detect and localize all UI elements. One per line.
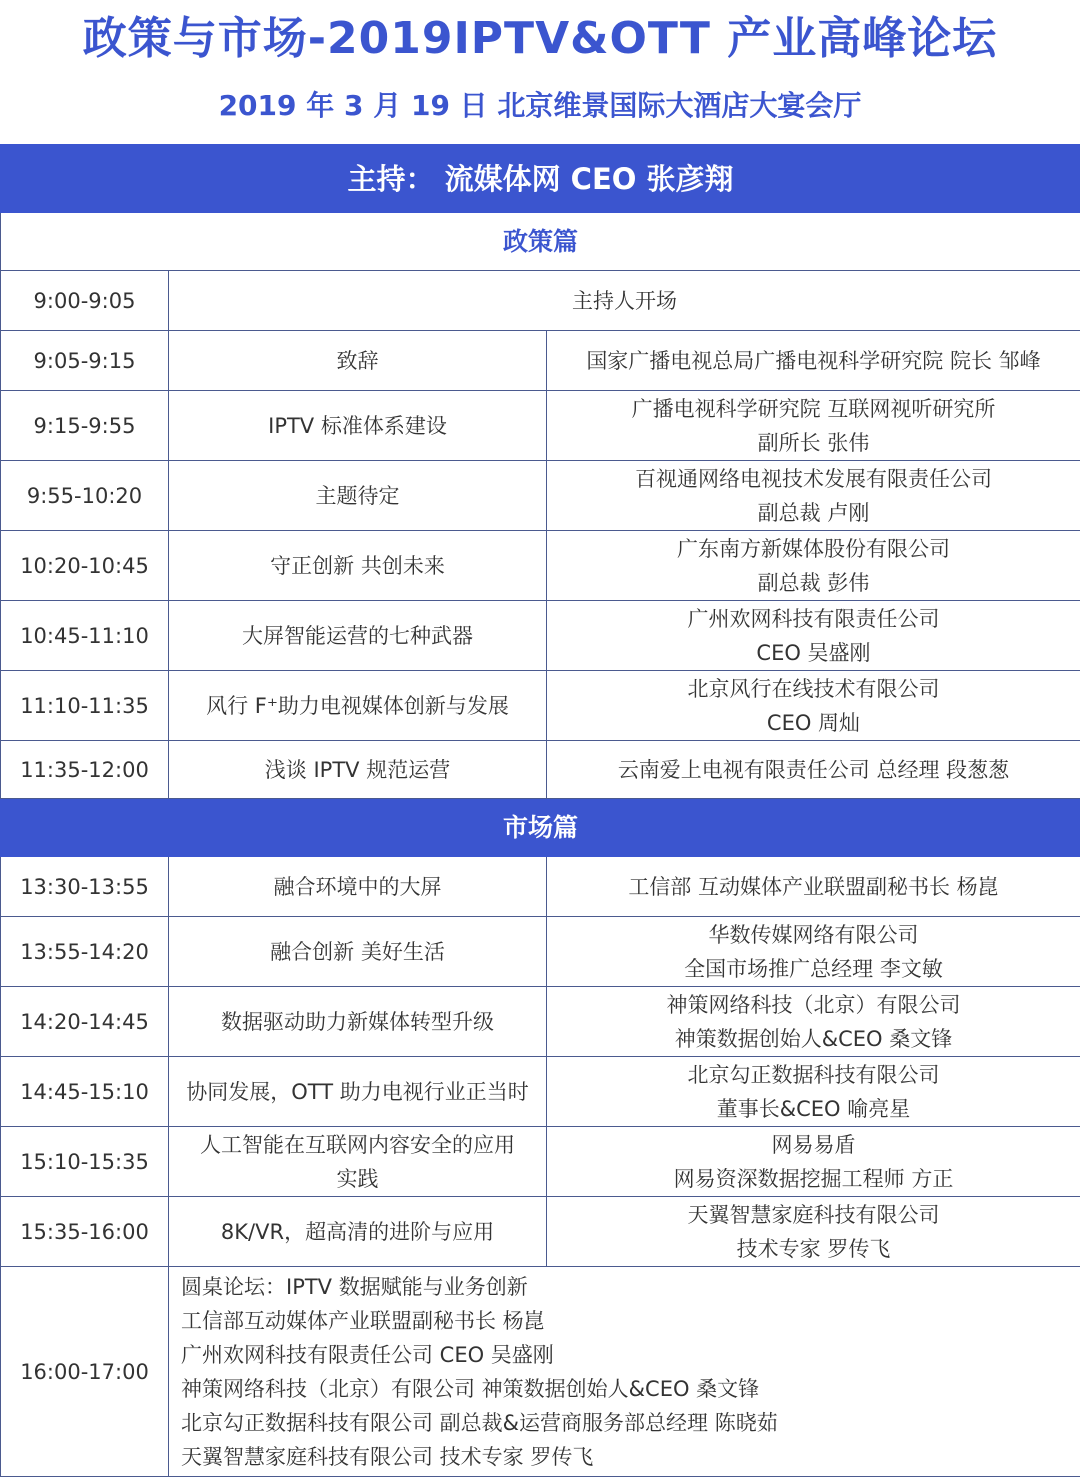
time-cell-line: 10:45-11:10 bbox=[7, 619, 162, 653]
speaker-cell-line: 百视通网络电视技术发展有限责任公司 bbox=[553, 462, 1074, 496]
time-cell bbox=[1, 1197, 169, 1267]
schedule-row bbox=[1, 987, 1080, 1057]
topic-cell bbox=[169, 461, 547, 531]
time-cell bbox=[1, 461, 169, 531]
time-cell bbox=[1, 857, 169, 917]
topic-cell-line: IPTV 标准体系建设 bbox=[175, 409, 540, 443]
time-cell-line: 15:35-16:00 bbox=[7, 1215, 162, 1249]
speaker-cell-line: 北京勾正数据科技有限公司 bbox=[553, 1058, 1074, 1092]
schedule-row bbox=[1, 1127, 1080, 1197]
time-cell: 9:00-9:05 bbox=[1, 271, 169, 331]
speaker-cell bbox=[547, 1057, 1080, 1127]
topic-cell-line: 8K/VR，超高清的进阶与应用 bbox=[175, 1215, 540, 1249]
schedule-row bbox=[1, 531, 1080, 601]
time-cell bbox=[1, 1057, 169, 1127]
section-header-policy bbox=[1, 213, 1080, 271]
section-title-policy: 政策篇 bbox=[1, 213, 1080, 271]
time-cell-line: 14:45-15:10 bbox=[7, 1075, 162, 1109]
speaker-cell-line: 网易易盾 bbox=[553, 1128, 1074, 1162]
topic-cell bbox=[169, 857, 547, 917]
schedule-row bbox=[1, 857, 1080, 917]
time-cell bbox=[1, 601, 169, 671]
topic-cell bbox=[169, 331, 547, 391]
topic-cell bbox=[169, 917, 547, 987]
time-cell-line: 14:20-14:45 bbox=[7, 1005, 162, 1039]
time-cell bbox=[1, 671, 169, 741]
speaker-cell bbox=[547, 461, 1080, 531]
speaker-cell-line: 北京风行在线技术有限公司 bbox=[553, 672, 1074, 706]
schedule-table bbox=[0, 144, 1080, 1477]
topic-cell-line: 协同发展，OTT 助力电视行业正当时 bbox=[175, 1075, 540, 1109]
topic-cell-line: 浅谈 IPTV 规范运营 bbox=[175, 753, 540, 787]
topic-cell bbox=[169, 741, 547, 799]
roundtable-cell-line: 神策网络科技（北京）有限公司 神策数据创始人&CEO 桑文锋 bbox=[181, 1372, 1074, 1406]
speaker-cell-line: 神策网络科技（北京）有限公司 bbox=[553, 988, 1074, 1022]
time-cell bbox=[1, 331, 169, 391]
speaker-cell bbox=[547, 531, 1080, 601]
speaker-cell bbox=[547, 741, 1080, 799]
schedule-row bbox=[1, 391, 1080, 461]
time-cell-line: 13:30-13:55 bbox=[7, 870, 162, 904]
time-cell bbox=[1, 391, 169, 461]
schedule-row bbox=[1, 1197, 1080, 1267]
schedule-row bbox=[1, 461, 1080, 531]
speaker-cell bbox=[547, 1197, 1080, 1267]
speaker-cell-line: 工信部 互动媒体产业联盟副秘书长 杨崑 bbox=[553, 870, 1074, 904]
roundtable-cell-line: 北京勾正数据科技有限公司 副总裁&运营商服务部总经理 陈晓茹 bbox=[181, 1406, 1074, 1440]
speaker-cell bbox=[547, 391, 1080, 461]
speaker-cell bbox=[547, 601, 1080, 671]
speaker-cell-line: 技术专家 罗传飞 bbox=[553, 1232, 1074, 1266]
time-cell-line: 9:05-9:15 bbox=[7, 344, 162, 378]
topic-cell-line: 主题待定 bbox=[175, 479, 540, 513]
topic-cell-line: 融合创新 美好生活 bbox=[175, 935, 540, 969]
time-cell-line: 9:15-9:55 bbox=[7, 409, 162, 443]
topic-cell-line: 大屏智能运营的七种武器 bbox=[175, 619, 540, 653]
speaker-cell-line: 天翼智慧家庭科技有限公司 bbox=[553, 1198, 1074, 1232]
speaker-cell bbox=[547, 917, 1080, 987]
topic-cell bbox=[169, 1127, 547, 1197]
page-title: 政策与市场-2019IPTV&OTT 产业高峰论坛 bbox=[0, 0, 1080, 78]
roundtable-cell-line: 广州欢网科技有限责任公司 CEO 吴盛刚 bbox=[181, 1338, 1074, 1372]
time-cell-line: 11:35-12:00 bbox=[7, 753, 162, 787]
schedule-row bbox=[1, 741, 1080, 799]
speaker-cell-line: 广播电视科学研究院 互联网视听研究所 bbox=[553, 392, 1074, 426]
time-cell-line: 10:20-10:45 bbox=[7, 549, 162, 583]
topic-cell-line: 致辞 bbox=[175, 344, 540, 378]
topic-cell bbox=[169, 1197, 547, 1267]
time-cell bbox=[1, 531, 169, 601]
speaker-cell bbox=[547, 987, 1080, 1057]
roundtable-cell bbox=[169, 1267, 1080, 1477]
topic-cell-line: 守正创新 共创未来 bbox=[175, 549, 540, 583]
time-cell-line: 16:00-17:00 bbox=[7, 1355, 162, 1389]
speaker-cell bbox=[547, 857, 1080, 917]
speaker-cell bbox=[547, 671, 1080, 741]
time-cell-line: 13:55-14:20 bbox=[7, 935, 162, 969]
topic-cell-line: 数据驱动助力新媒体转型升级 bbox=[175, 1005, 540, 1039]
speaker-cell-line: 广东南方新媒体股份有限公司 bbox=[553, 532, 1074, 566]
topic-cell bbox=[169, 987, 547, 1057]
speaker-cell-line: 华数传媒网络有限公司 bbox=[553, 918, 1074, 952]
time-cell bbox=[1, 1267, 169, 1477]
speaker-cell-line: CEO 吴盛刚 bbox=[553, 636, 1074, 670]
speaker-cell bbox=[547, 331, 1080, 391]
speaker-cell bbox=[547, 1127, 1080, 1197]
roundtable-cell-line: 工信部互动媒体产业联盟副秘书长 杨崑 bbox=[181, 1304, 1074, 1338]
speaker-cell-line: 董事长&CEO 喻亮星 bbox=[553, 1092, 1074, 1126]
topic-cell bbox=[169, 1057, 547, 1127]
schedule-row bbox=[1, 601, 1080, 671]
schedule-row bbox=[1, 671, 1080, 741]
topic-cell bbox=[169, 671, 547, 741]
time-cell-line: 15:10-15:35 bbox=[7, 1145, 162, 1179]
speaker-cell-line: 副总裁 卢刚 bbox=[553, 496, 1074, 530]
section-header-market bbox=[1, 799, 1080, 857]
roundtable-cell-line: 圆桌论坛：IPTV 数据赋能与业务创新 bbox=[181, 1270, 1074, 1304]
topic-cell-line: 人工智能在互联网内容安全的应用 bbox=[175, 1128, 540, 1162]
time-cell-line: 9:55-10:20 bbox=[7, 479, 162, 513]
speaker-cell-line: 副所长 张伟 bbox=[553, 426, 1074, 460]
topic-cell-line: 风行 F⁺助力电视媒体创新与发展 bbox=[175, 689, 540, 723]
section-title-market: 市场篇 bbox=[1, 799, 1080, 857]
time-cell bbox=[1, 987, 169, 1057]
topic-cell bbox=[169, 531, 547, 601]
schedule-row-opening bbox=[1, 271, 1080, 331]
speaker-cell-line: 全国市场推广总经理 李文敏 bbox=[553, 952, 1074, 986]
speaker-cell-line: 广州欢网科技有限责任公司 bbox=[553, 602, 1074, 636]
roundtable-cell-line: 天翼智慧家庭科技有限公司 技术专家 罗传飞 bbox=[181, 1440, 1074, 1474]
speaker-cell-line: 神策数据创始人&CEO 桑文锋 bbox=[553, 1022, 1074, 1056]
time-cell bbox=[1, 917, 169, 987]
time-cell bbox=[1, 1127, 169, 1197]
host-row bbox=[1, 145, 1080, 213]
speaker-cell-line: 网易资深数据挖掘工程师 方正 bbox=[553, 1162, 1074, 1196]
schedule-row bbox=[1, 917, 1080, 987]
opening-cell: 主持人开场 bbox=[169, 271, 1080, 331]
speaker-cell-line: CEO 周灿 bbox=[553, 706, 1074, 740]
speaker-cell-line: 云南爱上电视有限责任公司 总经理 段葱葱 bbox=[553, 753, 1074, 787]
event-date-venue: 2019 年 3 月 19 日 北京维景国际大酒店大宴会厅 bbox=[0, 78, 1080, 134]
schedule-row bbox=[1, 1057, 1080, 1127]
topic-cell bbox=[169, 601, 547, 671]
topic-cell-line: 实践 bbox=[175, 1162, 540, 1196]
host-label: 主持： 流媒体网 CEO 张彦翔 bbox=[1, 145, 1080, 213]
schedule-row bbox=[1, 331, 1080, 391]
time-cell bbox=[1, 741, 169, 799]
speaker-cell-line: 国家广播电视总局广播电视科学研究院 院长 邹峰 bbox=[553, 344, 1074, 378]
schedule-row-roundtable bbox=[1, 1267, 1080, 1477]
topic-cell bbox=[169, 391, 547, 461]
time-cell-line: 11:10-11:35 bbox=[7, 689, 162, 723]
topic-cell-line: 融合环境中的大屏 bbox=[175, 870, 540, 904]
speaker-cell-line: 副总裁 彭伟 bbox=[553, 566, 1074, 600]
